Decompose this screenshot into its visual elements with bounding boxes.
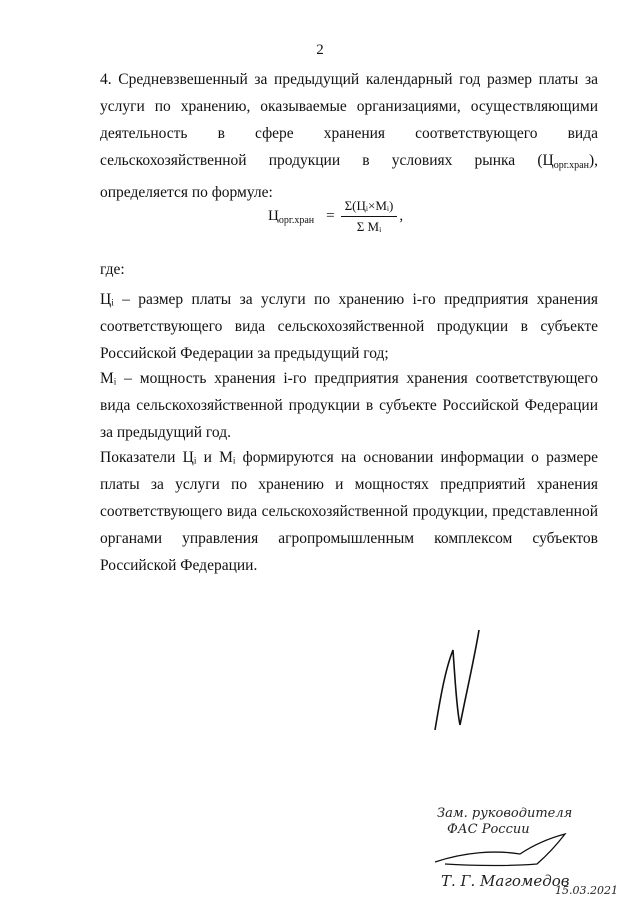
formula-denominator: Σ Мᵢ xyxy=(356,219,382,234)
definition-m xyxy=(100,365,598,446)
paragraph-item-4-text xyxy=(100,66,598,206)
formula-lhs-subscript: орг.хран xyxy=(278,214,315,226)
item4-subscript: орг.хран xyxy=(553,160,589,171)
page-number: 2 xyxy=(316,42,324,58)
definition-m-text: Мᵢ – мощность хранения i-го предприятия хранения соответствующего вида сельскохозяйственной продукции в субъекте Российской Федерации за предыдущий год. xyxy=(100,370,598,441)
item4-prefix: 4. Средневзвешенный за предыдущий календарный год размер платы за услуги по хранению, оказываемые организациями, осуществляющими деятельность в сфере хранения соответствующего вида сельскохозяйственной продукции в условиях рынка (Ц xyxy=(100,71,598,169)
indicators-paragraph xyxy=(100,444,598,579)
item4-suffix: ), определяется по формуле: xyxy=(100,152,598,201)
signature-scribble xyxy=(415,620,635,740)
handwritten-name: Т. Г. Магомедов xyxy=(441,872,570,890)
formula-equals: = xyxy=(326,208,335,224)
formula-lhs-symbol: Ц xyxy=(268,207,279,224)
handwritten-title-1: Зам. руководителя xyxy=(437,806,573,821)
definition-c xyxy=(100,286,598,367)
formula-numerator: Σ(Цᵢ×Мᵢ) xyxy=(341,198,398,217)
formula-lhs xyxy=(268,208,314,226)
handwritten-paraph xyxy=(425,832,595,872)
indicators-text: Показатели Цᵢ и Мᵢ формируются на основании информации о размере платы за услуги по хранению и мощностях предприятий хранения соответствующего вида сельскохозяйственной продукции, представленной органами управления агропромышленным комплексом субъектов Российской Федерации. xyxy=(100,449,598,574)
definition-c-text: Цᵢ – размер платы за услуги по хранению i-го предприятия хранения соответствующего вида сельскохозяйственной продукции в субъекте Российской Федерации за предыдущий год; xyxy=(100,291,598,362)
formula-fraction xyxy=(341,198,398,235)
handwritten-title-2: ФАС России xyxy=(447,822,530,837)
where-label: где: xyxy=(100,261,125,278)
formula xyxy=(268,198,403,235)
handwritten-date: 15.03.2021 xyxy=(555,884,618,897)
signature-block xyxy=(405,600,625,900)
paragraph-item-4 xyxy=(100,66,598,206)
formula-tail: , xyxy=(399,208,404,224)
